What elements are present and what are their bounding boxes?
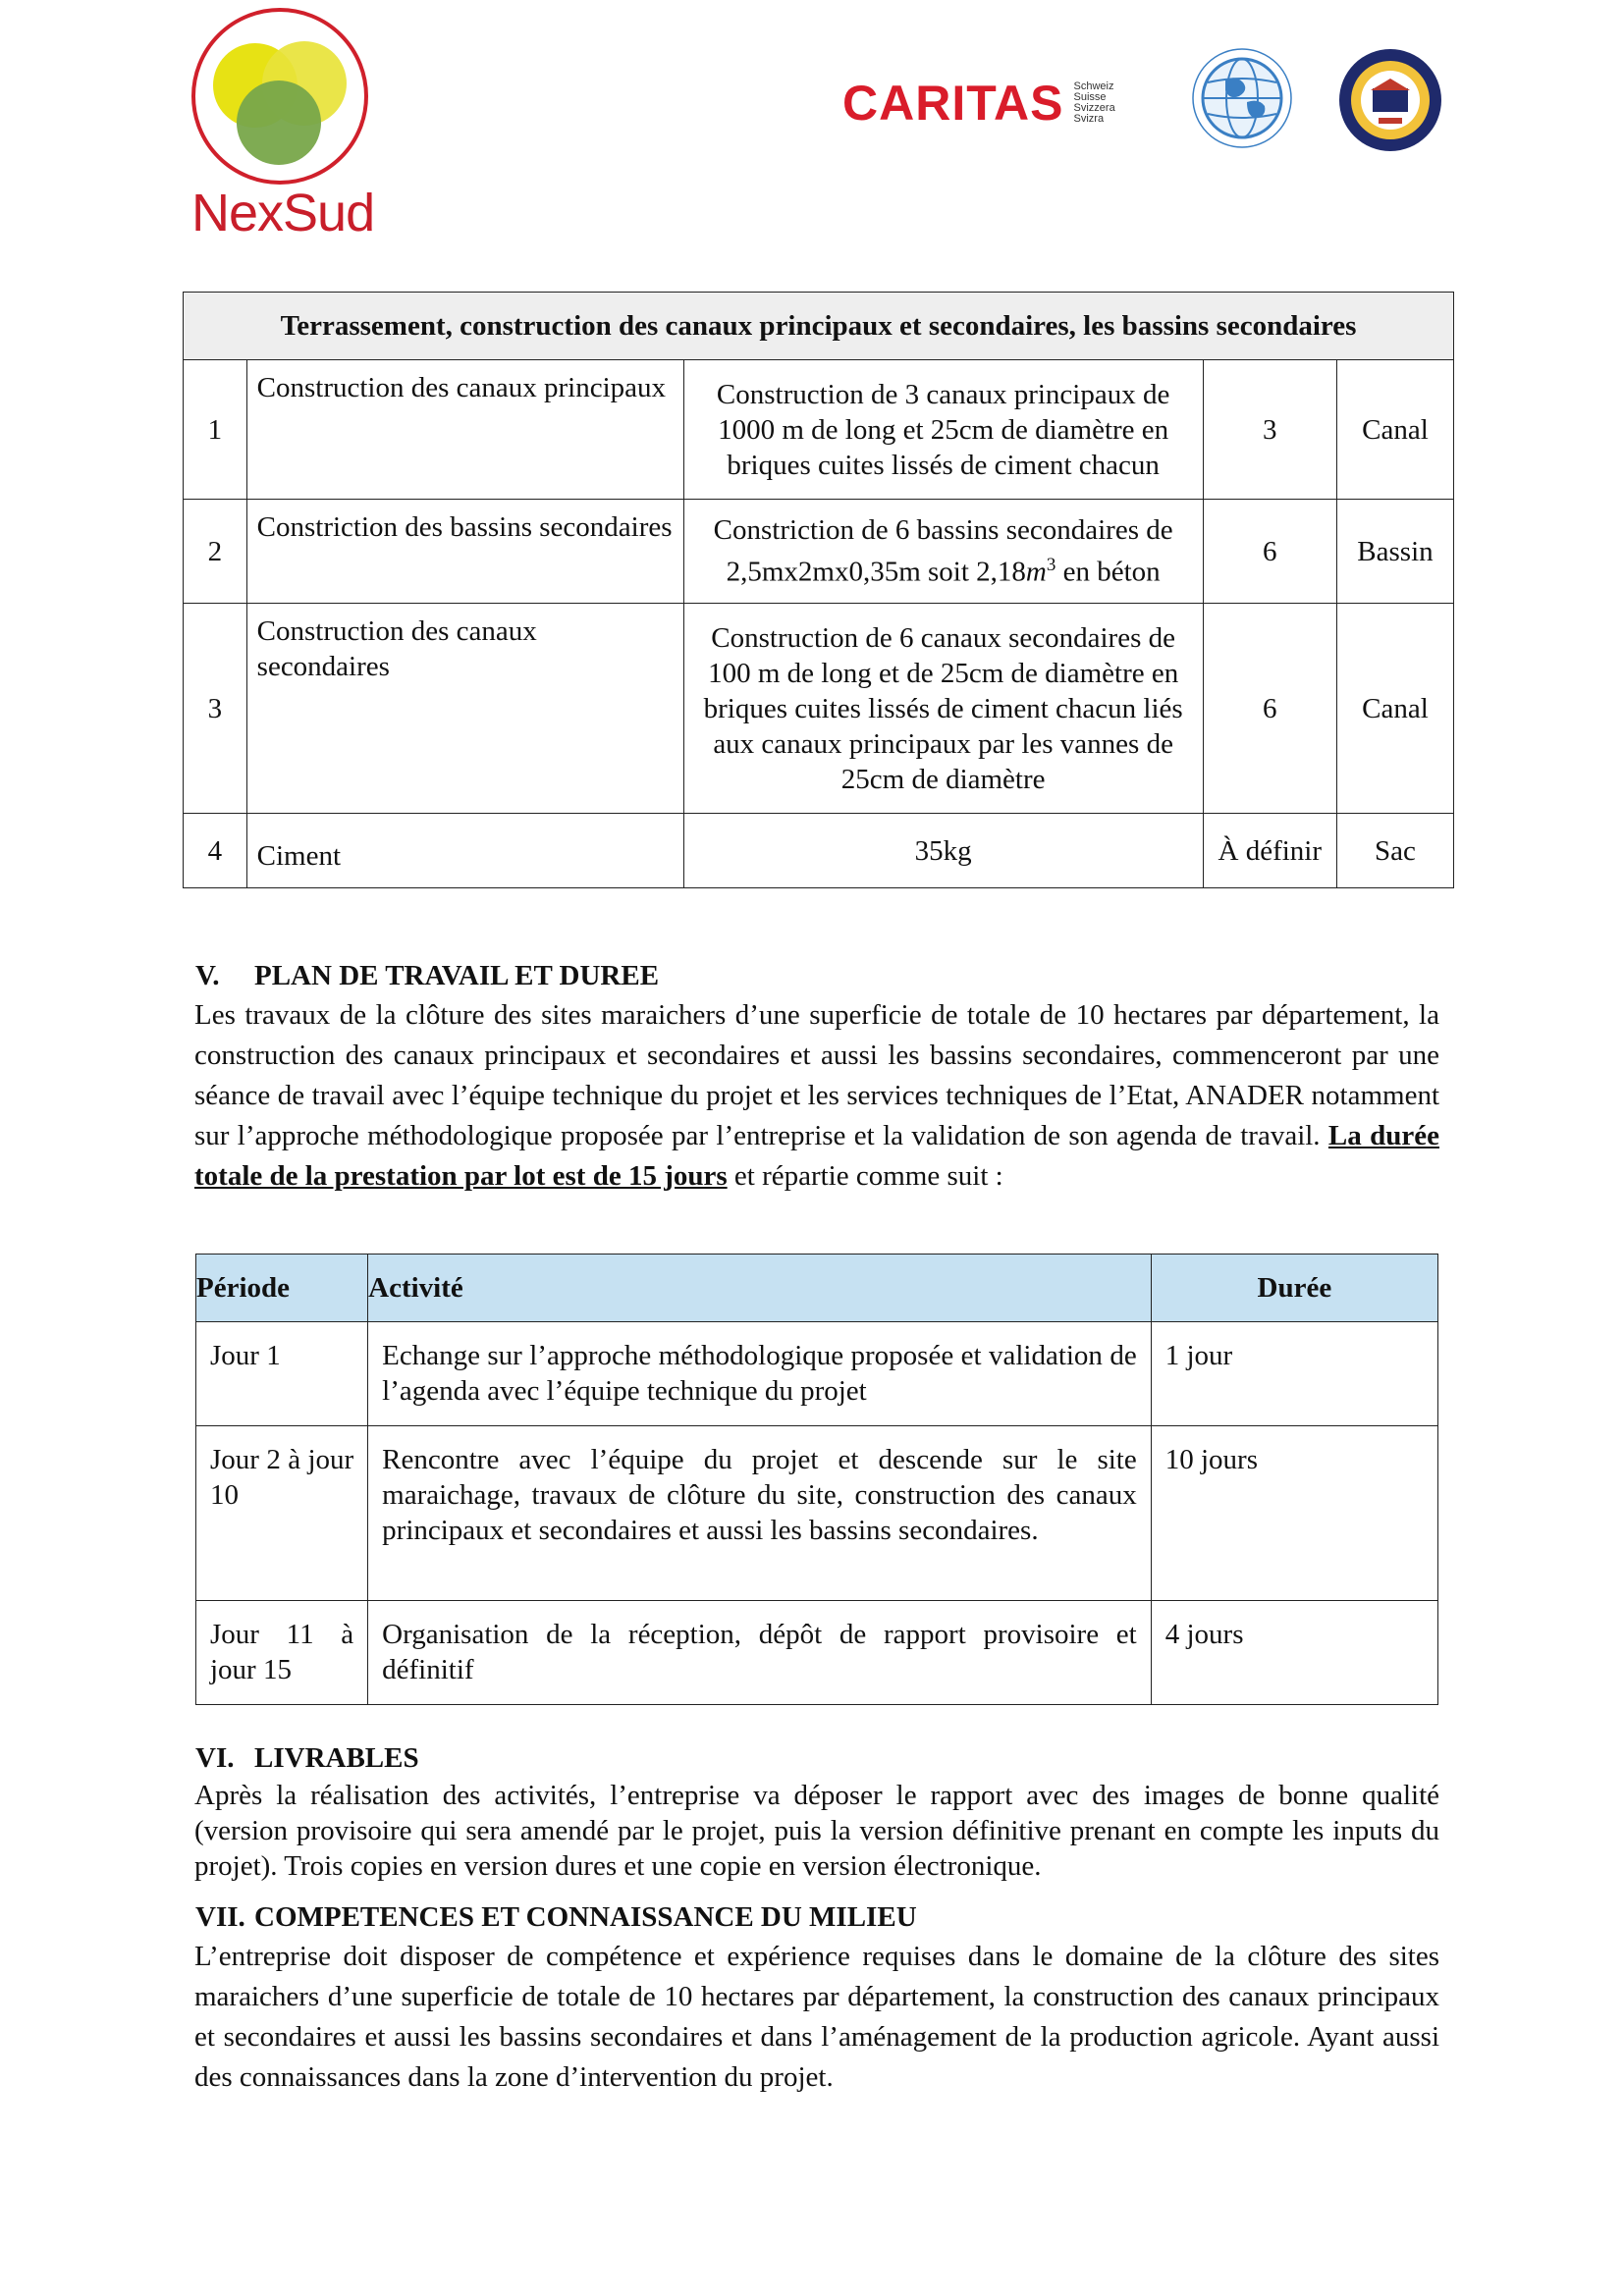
table-row — [184, 604, 1454, 814]
row-unit: Sac — [1336, 814, 1453, 888]
caritas-languages: Schweiz Suisse Svizzera Svizra — [1073, 80, 1115, 125]
activity-cell: Organisation de la réception, dépôt de rapport provisoire et définitif — [368, 1601, 1152, 1705]
column-header-period: Période — [196, 1255, 368, 1322]
section-vii-paragraph: L’entreprise doit disposer de compétence et expérience requises dans le domaine de la clôture des sites maraichers d’une superficie de totale de 10 hectares par département, la construction des canaux principaux et secondaires et aussi les bassins secondaires et dans l’aménagement de la production agricole. Ayant aussi des connaissances dans la zone d’intervention du projet. — [194, 1941, 1439, 2093]
row-label: Constriction des bassins secondaires — [246, 500, 683, 604]
row-number: 2 — [184, 500, 247, 604]
duration-emphasis: La durée totale de la prestation par lot est de 15 jours — [194, 1120, 1439, 1192]
section-title: PLAN DE TRAVAIL ET DUREE — [254, 960, 660, 991]
row-label: Construction des canaux principaux — [246, 360, 683, 500]
section-v-heading — [195, 960, 659, 992]
row-description: Constriction de 6 bassins secondaires de 2,5mx2mx0,35m soit $2,18m^3$ en béton — [683, 500, 1203, 604]
row-unit: Canal — [1336, 604, 1453, 814]
row-unit: Canal — [1336, 360, 1453, 500]
apjf-logo — [1335, 41, 1445, 159]
row-quantity: 6 — [1203, 604, 1336, 814]
table-row — [196, 1322, 1438, 1426]
schedule-table — [195, 1254, 1438, 1705]
table-row — [184, 500, 1454, 604]
row-number: 3 — [184, 604, 247, 814]
section-title: LIVRABLES — [254, 1742, 419, 1774]
duration-cell: 1 jour — [1151, 1322, 1437, 1426]
section-number: V. — [195, 960, 220, 991]
row-number: 1 — [184, 360, 247, 500]
section-vii-heading — [195, 1901, 917, 1934]
section-number: VII. — [195, 1901, 245, 1933]
activity-cell: Echange sur l’approche méthodologique proposée et validation de l’agenda avec l’équipe technique du projet — [368, 1322, 1152, 1426]
caritas-wordmark: CARITAS — [842, 76, 1064, 131]
section-vi-paragraph: Après la réalisation des activités, l’entreprise va déposer le rapport avec des images de bonne qualité (version provisoire qui sera amendé par le projet, puis la version définitive prenant en compte les inputs du projet). Trois copies en version dures et une copie en version électronique. — [194, 1780, 1439, 1882]
section-title: COMPETENCES ET CONNAISSANCE DU MILIEU — [254, 1901, 917, 1933]
row-quantity: À définir — [1203, 814, 1336, 888]
globe-icon — [1188, 41, 1296, 159]
row-quantity: 3 — [1203, 360, 1336, 500]
row-number: 4 — [184, 814, 247, 888]
caritas-logo — [842, 74, 1115, 133]
section-v-paragraph: Les travaux de la clôture des sites maraichers d’une superficie de totale de 10 hectares par département, la construction des canaux principaux et secondaires et aussi les bassins secondaires, commenceront par une séance de travail avec l’équipe technique du projet et les services techniques de l’Etat, ANADER notamment sur l’approche méthodologique proposée par l’entreprise et la validation de son agenda de travail. La durée totale de la prestation par lot est de 15 jours et répartie comme suit : — [194, 999, 1439, 1192]
row-description: Construction de 3 canaux principaux de 1000 m de long et 25cm de diamètre en briques cuites lissés de ciment chacun — [683, 360, 1203, 500]
table-row — [184, 360, 1454, 500]
nexsud-wordmark: NexSud — [191, 184, 375, 242]
period-cell: Jour 2 à jour 10 — [196, 1426, 368, 1601]
apjf-emblem-icon — [1335, 41, 1445, 159]
section-number: VI. — [195, 1742, 235, 1774]
table-row — [184, 814, 1454, 888]
nexsud-logo — [191, 8, 375, 242]
row-quantity: 6 — [1203, 500, 1336, 604]
table-row — [196, 1426, 1438, 1601]
table-header-row — [196, 1255, 1438, 1322]
period-cell: Jour 1 — [196, 1322, 368, 1426]
column-header-activity: Activité — [368, 1255, 1152, 1322]
row-description: 35kg — [683, 814, 1203, 888]
activity-cell: Rencontre avec l’équipe du projet et descende sur le site maraichage, travaux de clôture du site, construction des canaux principaux et secondaires et aussi les bassins secondaires. — [368, 1426, 1152, 1601]
ihdl-logo — [1188, 41, 1296, 159]
row-description: Construction de 6 canaux secondaires de 100 m de long et de 25cm de diamètre en briques cuites lissés de ciment chacun liés aux canaux principaux par les vannes de 25cm de diamètre — [683, 604, 1203, 814]
works-table-section-title: Terrassement, construction des canaux principaux et secondaires, les bassins secondaires — [184, 293, 1454, 360]
nexsud-logo-circle — [237, 80, 321, 165]
duration-cell: 4 jours — [1151, 1601, 1437, 1705]
table-row — [196, 1601, 1438, 1705]
section-vi-heading — [195, 1742, 419, 1775]
period-cell: Jour 11 à jour 15 — [196, 1601, 368, 1705]
works-table — [183, 292, 1454, 888]
column-header-duration: Durée — [1151, 1255, 1437, 1322]
row-unit: Bassin — [1336, 500, 1453, 604]
row-label: Ciment — [246, 814, 683, 888]
duration-cell: 10 jours — [1151, 1426, 1437, 1601]
row-label: Construction des canaux secondaires — [246, 604, 683, 814]
